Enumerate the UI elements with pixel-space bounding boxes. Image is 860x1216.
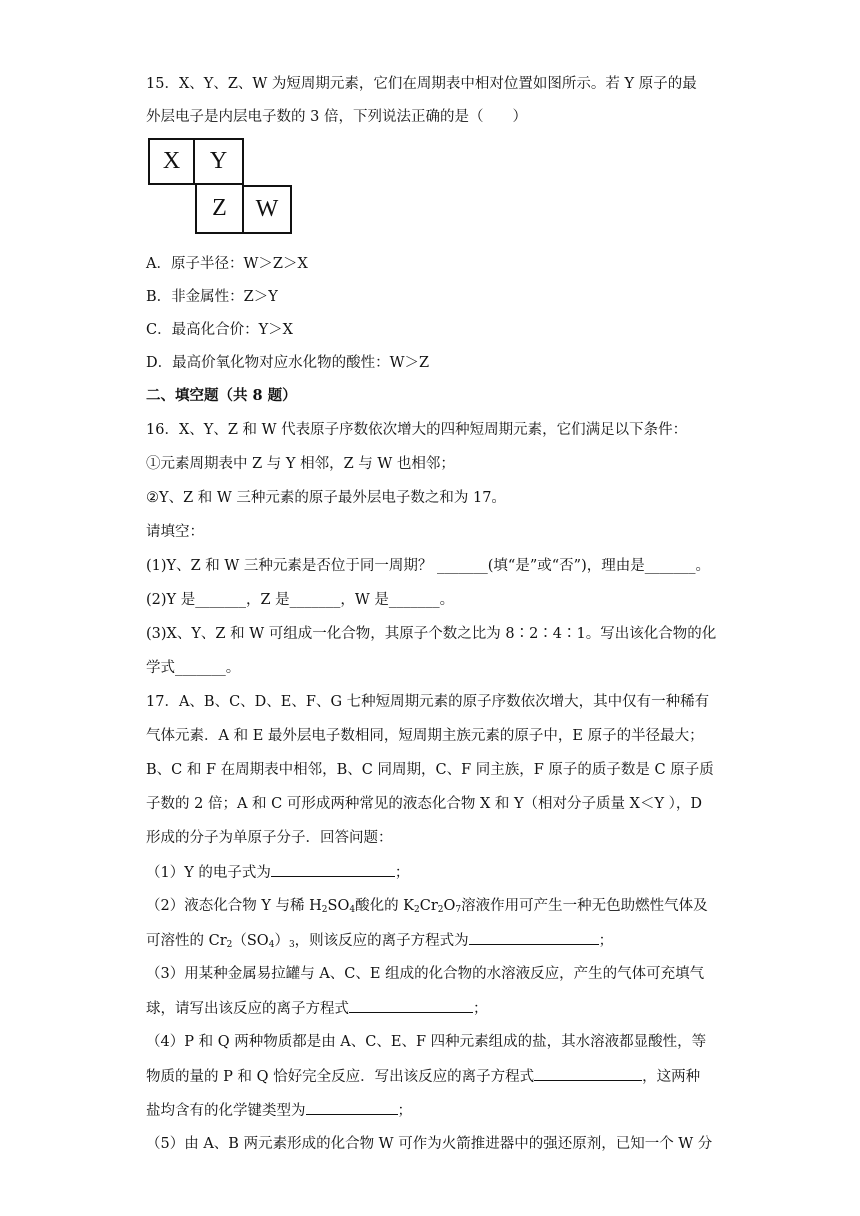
- text-segment: SO: [327, 898, 350, 914]
- answer-blank[interactable]: [349, 998, 473, 1013]
- text-segment: 盐均含有的化学键类型为: [146, 1103, 306, 1119]
- answer-blank[interactable]: [469, 930, 599, 945]
- q17-stem-line2: 气体元素．A 和 E 最外层电子数相同，短周期主族元素的原子中，E 原子的半径最大；: [146, 728, 704, 744]
- q17-stem-line5: 形成的分子为单原子分子．回答问题：: [146, 830, 393, 846]
- text-segment: O: [443, 898, 456, 914]
- q16-part-3-line1: (3)X、Y、Z 和 W 可组成一化合物，其原子个数之比为 8∶2∶4∶1。写出该化合物的化: [146, 626, 717, 642]
- q17-part-4-line3: [146, 1100, 412, 1121]
- periodic-table-diagram: [148, 138, 298, 236]
- text-segment: ，这两种: [642, 1069, 701, 1085]
- punctuation: ；: [394, 865, 410, 881]
- q17-part-2-line1: [146, 896, 708, 916]
- q17-part-4-line1: （4）P 和 Q 两种物质都是由 A、C、E、F 四种元素组成的盐，其水溶液都显酸性，等: [146, 1034, 707, 1050]
- q17-stem-line3: B、C 和 F 在周期表中相邻，B、C 同周期，C、F 同主族，F 原子的质子数是 C 原子质: [146, 762, 714, 778]
- subscript: 4: [268, 940, 275, 950]
- subscript: 2: [437, 905, 444, 915]
- cell-z: Z: [195, 185, 244, 234]
- text-segment: Cr: [419, 898, 438, 914]
- cell-y: Y: [195, 138, 244, 185]
- q17-part-3-line2: [146, 998, 488, 1019]
- q17-stem-line1: 17．A、B、C、D、E、F、G 七种短周期元素的原子序数依次增大，其中仅有一种稀有: [146, 694, 710, 710]
- q16-stem: 16．X、Y、Z 和 W 代表原子序数依次增大的四种短周期元素，它们满足以下条件：: [146, 422, 688, 438]
- q17-stem-line4: 子数的 2 倍；A 和 C 可形成两种常见的液态化合物 X 和 Y（相对分子质量 X＜Y ），D: [146, 796, 703, 812]
- subscript: 2: [226, 940, 233, 950]
- punctuation: ；: [598, 933, 614, 949]
- q15-option-c: C．最高化合价：Y＞X: [146, 322, 293, 338]
- answer-blank[interactable]: [306, 1100, 398, 1115]
- q16-condition-2: ②Y、Z 和 W 三种元素的原子最外层电子数之和为 17。: [146, 490, 506, 506]
- q15-stem-line2: 外层电子是内层电子数的 3 倍，下列说法正确的是（ ）: [146, 109, 527, 125]
- text-segment: （2）液态化合物 Y 与稀 H: [146, 898, 322, 914]
- q16-condition-1: ①元素周期表中 Z 与 Y 相邻，Z 与 W 也相邻；: [146, 456, 455, 472]
- text-segment: 酸化的 K: [355, 898, 415, 914]
- q15-option-b: B．非金属性：Z＞Y: [146, 289, 278, 305]
- q17-part-5-line1: （5）由 A、B 两元素形成的化合物 W 可作为火箭推进器中的强还原剂，已知一个 W 分: [146, 1136, 713, 1152]
- text-segment: 球，请写出该反应的离子方程式: [146, 1001, 349, 1017]
- subscript: 2: [321, 905, 328, 915]
- cell-w: W: [242, 185, 292, 234]
- q17-part-1-text: （1）Y 的电子式为: [146, 865, 271, 881]
- section-heading: 二、填空题（共 8 题）: [146, 387, 297, 404]
- subscript: 7: [455, 905, 462, 915]
- q17-part-3-line1: （3）用某种金属易拉罐与 A、C、E 组成的化合物的水溶液反应，产生的气体可充填气: [146, 966, 705, 982]
- text-segment: 可溶性的 Cr: [146, 933, 227, 949]
- q17-part-1: [146, 862, 409, 883]
- answer-blank[interactable]: [271, 862, 395, 877]
- text-segment: 溶液作用可产生一种无色助燃性气体及: [461, 898, 708, 914]
- subscript: 4: [349, 905, 356, 915]
- q17-part-4-line2: [146, 1066, 700, 1087]
- punctuation: ；: [473, 1001, 488, 1017]
- punctuation: ；: [397, 1103, 412, 1119]
- q16-part-1: (1)Y、Z 和 W 三种元素是否位于同一周期？ _______(填“是”或“否”)，理由是_______。: [146, 558, 710, 574]
- cell-x: X: [148, 138, 195, 185]
- q15-stem-line1: 15．X、Y、Z、W 为短周期元素，它们在周期表中相对位置如图所示。若 Y 原子的最: [146, 76, 697, 92]
- subscript: 3: [288, 940, 295, 950]
- q15-option-a: A．原子半径：W＞Z＞X: [146, 256, 308, 272]
- q16-part-2: (2)Y 是_______，Z 是_______，W 是_______。: [146, 592, 455, 608]
- subscript: 2: [414, 905, 420, 915]
- q17-part-2-line2: [146, 930, 613, 951]
- text-segment: ，则该反应的离子方程式为: [294, 933, 469, 949]
- answer-blank[interactable]: [534, 1066, 642, 1081]
- text-segment: ）: [274, 933, 289, 949]
- q16-fill-prompt: 请填空：: [146, 524, 204, 540]
- text-segment: （SO: [232, 933, 269, 949]
- q15-option-d: D．最高价氧化物对应水化物的酸性：W＞Z: [146, 355, 430, 371]
- q16-part-3-line2: 学式_______。: [146, 660, 241, 676]
- text-segment: 物质的量的 P 和 Q 恰好完全反应．写出该反应的离子方程式: [146, 1069, 535, 1085]
